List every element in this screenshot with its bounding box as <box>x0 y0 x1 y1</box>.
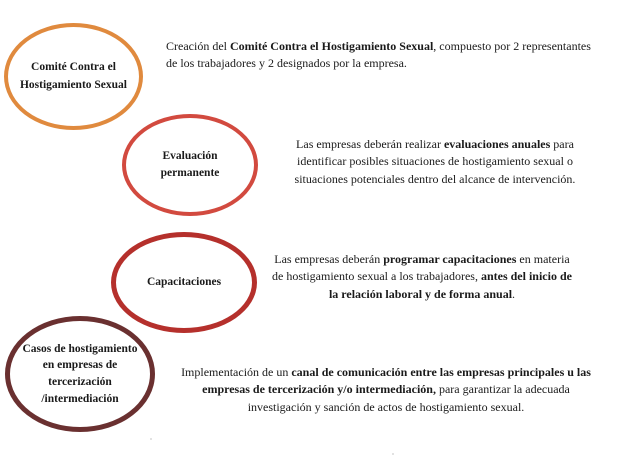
step-label-comite: Comité Contra el Hostigamiento Sexual <box>19 61 127 91</box>
decorative-dot <box>150 438 152 440</box>
step-circle-tercerizacion <box>5 316 155 432</box>
desc-segment-bold: Comité Contra el Hostigamiento Sexual <box>229 39 434 53</box>
desc-segment: Creación del <box>166 39 230 53</box>
step-circle-capacitaciones <box>111 232 257 333</box>
step-label-capacitaciones: Capacitaciones <box>146 275 222 288</box>
desc-segment: para identificar posibles situaciones de hostigamiento sexual o situaciones potenciales dentro del alcance de intervención. <box>294 137 576 186</box>
step-circle-evaluacion <box>122 114 258 216</box>
desc-segment-bold: programar capacitaciones <box>383 252 517 266</box>
step-circle-comite <box>4 23 143 130</box>
step-description-evaluacion <box>290 136 580 188</box>
step-label-evaluacion: Evaluación permanente <box>160 149 220 179</box>
decorative-dot <box>392 453 394 455</box>
desc-segment: , compuesto por 2 representantes de los trabajadores y 2 designados por la empresa. <box>166 39 591 71</box>
desc-segment: Las empresas deberán <box>274 252 384 266</box>
desc-segment: Las empresas deberán realizar <box>296 137 444 151</box>
desc-segment-bold: antes del inicio de la relación laboral y de forma anual <box>328 269 572 301</box>
desc-segment: para garantizar la adecuada investigación y sanción de actos de hostigamiento sexual. <box>247 382 570 414</box>
desc-segment-bold: canal de comunicación entre las empresas principales u las empresas de tercerización y/o intermediación, <box>202 365 591 397</box>
desc-segment-bold: evaluaciones anuales <box>443 137 551 151</box>
desc-segment: . <box>512 286 516 301</box>
desc-segment: Implementación de un <box>181 365 292 379</box>
step-description-comite <box>166 38 596 73</box>
step-label-tercerizacion: Casos de hostigamiento en empresas de tercerización /intermediación <box>22 342 138 405</box>
desc-segment: en materia de hostigamiento sexual a los trabajadores, <box>272 252 570 284</box>
step-description-tercerizacion <box>180 364 592 416</box>
step-description-capacitaciones <box>272 251 572 303</box>
